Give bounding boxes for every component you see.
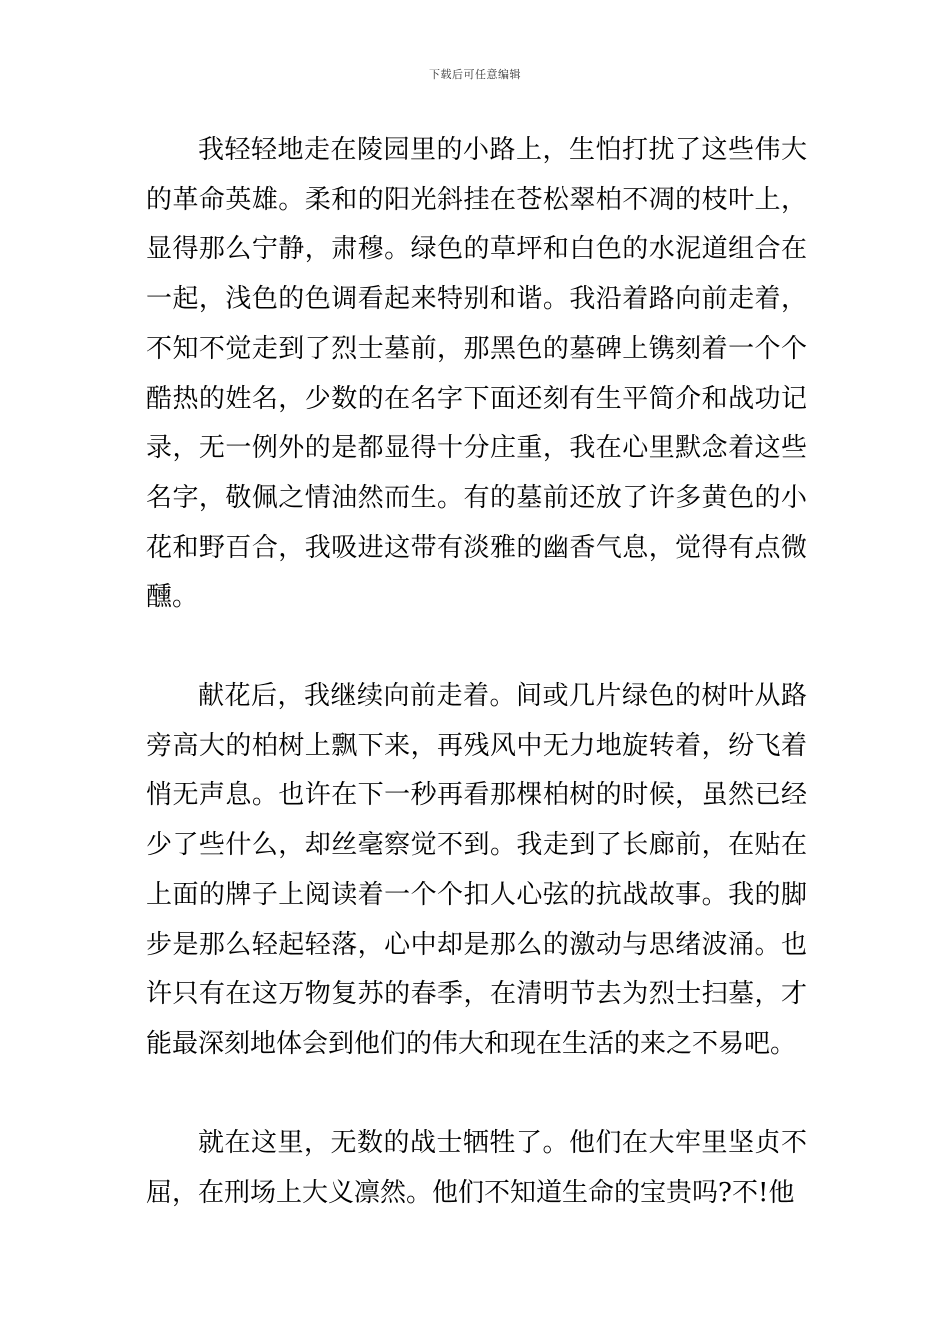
page-header: 下载后可任意编辑 xyxy=(429,68,521,81)
paragraph-3: 就在这里，无数的战士牺牲了。他们在大牢里坚贞不屈，在刑场上大义凛然。他们不知道生命的宝贵吗?不!他 xyxy=(146,1128,807,1208)
paragraph-2: 献花后，我继续向前走着。间或几片绿色的树叶从路旁高大的柏树上飘下来，再残风中无力地旋转着，纷飞着悄无声息。也许在下一秒再看那棵柏树的时候，虽然已经少了些什么，却丝毫察觉不到。我走到了长廊前，在贴在上面的牌子上阅读着一个个扣人心弦的抗战故事。我的脚步是那么轻起轻落，心中却是那么的激动与思绪波涌。也许只有在这万物复苏的春季，在清明节去为烈士扫墓，才能最深刻地体会到他们的伟大和现在生活的来之不易吧。 xyxy=(146,681,807,1059)
paragraph-1: 我轻轻地走在陵园里的小路上，生怕打扰了这些伟大的革命英雄。柔和的阳光斜挂在苍松翠柏不凋的枝叶上，显得那么宁静，肃穆。绿色的草坪和白色的水泥道组合在一起，浅色的色调看起来特别和谐。我沿着路向前走着，不知不觉走到了烈士墓前，那黑色的墓碑上镌刻着一个个酷热的姓名，少数的在名字下面还刻有生平简介和战功记录，无一例外的是都显得十分庄重，我在心里默念着这些名字，敬佩之情油然而生。有的墓前还放了许多黄色的小花和野百合，我吸进这带有淡雅的幽香气息，觉得有点微醺。 xyxy=(146,135,807,613)
